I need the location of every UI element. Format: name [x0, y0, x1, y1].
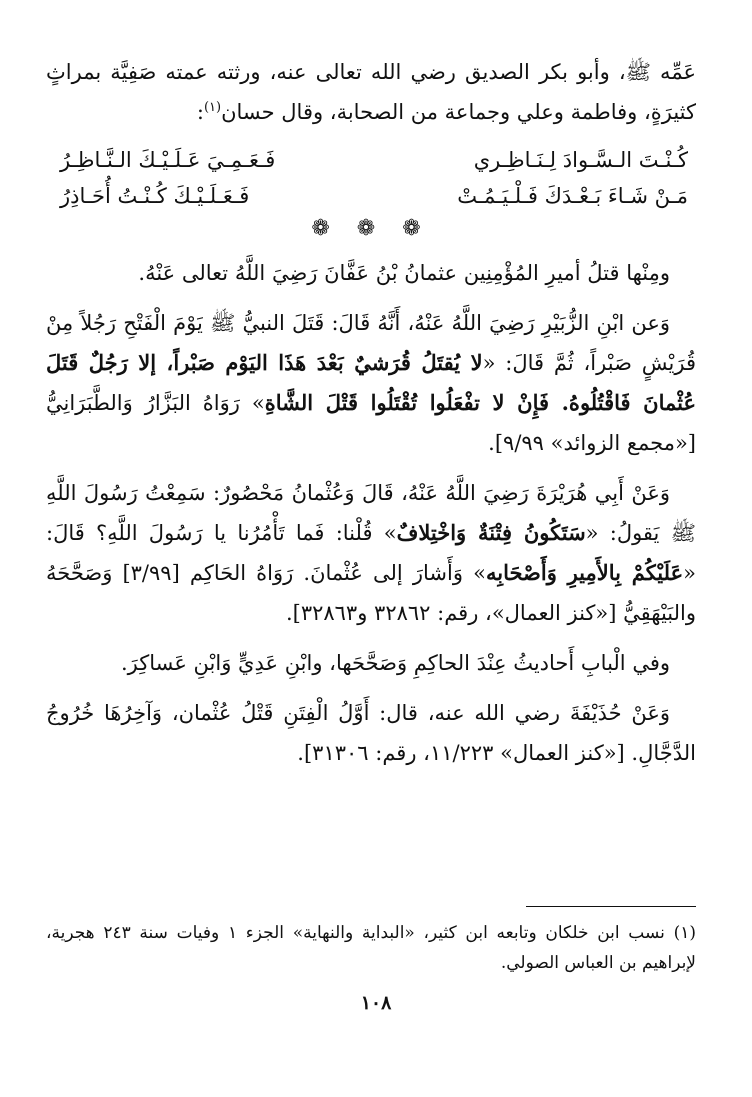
narration-intro: وَعن ابْنِ الزُّبَيْرِ رَضِيَ اللَّهُ عَنْهُ، أَنَّهُ قَالَ: قَتَلَ النبيُّ ﷺ يَوْمَ الْفَتْحِ رَجُلاً مِنْ قُرَيْشٍ صَبْراً، ثُمَّ قَالَ: « [46, 311, 696, 375]
intro-tail: : [196, 100, 204, 124]
hadith-paragraph-hudhayfa: وَعَنْ حُذَيْفَةَ رضي الله عنه، قال: أَوَّلُ الْفِتَنِ قَتْلُ عُثْمان، وَآخِرُهَا خُرُوجُ الدَّجَّالِ. [«كنز العمال» ١١/٢٢٣، رقم: ٣١٣٠٦]. [46, 701, 696, 765]
hadith-paragraph-zubayr [46, 303, 696, 463]
narration-source: » رَوَاهُ البَزَّارُ وَالطَّبَرَانِيُّ [«مجمع الزوائد» ٩/٩٩]. [46, 391, 696, 455]
footnote-marker[interactable]: (١) [203, 100, 222, 115]
intro-paragraph [46, 52, 696, 132]
poem-line [46, 142, 696, 178]
poem-hemistich-left: فَـعَـلَـيْـكَ كُـنْـتُ أُحَـاذِرُ [60, 184, 250, 208]
hadith-text: عَلَيْكُمْ بِالأَمِيرِ وَأَصْحَابِه [485, 560, 684, 585]
footnote: (١) نسب ابن خلكان وتابعه ابن كثير، «البداية والنهاية» الجزء ١ وفيات سنة ٢٤٣ هجرية، لإبراهيم بن العباس الصولي. [46, 923, 696, 973]
hadith-paragraph-hurayra [46, 473, 696, 633]
narration-source: » وَأَشارَ إلى عُثْمانَ. رَوَاهُ الحَاكِم [٣/٩٩] وَصَحَّحَهُ والبَيْهَقِيُّ [«كنز العمال»، رقم: ٣٢٨٦٢ و٣٢٨٦٣]. [46, 561, 696, 625]
narration-middle: » قُلْنا: فَما تَأْمُرُنا يا رَسُولَ اللَّهِ؟ قَالَ: « [46, 521, 696, 585]
hadith-text: لا يُقتَلُ قُرَشيٌ بَعْدَ هَذَا اليَوْم صَبْراً، إلا رَجُلٌ قَتَلَ عُثْمانَ فَاقْتُلُوهُ. فَإِنْ لا تفْعَلُوا تُقْتَلُوا قَتْلَ الشَّاةِ [46, 350, 696, 415]
hadith-text: سَتَكُونُ فِتْنَةٌ وَاخْتِلافٌ [396, 520, 586, 545]
narration-intro: وَعَنْ أَبِي هُرَيْرَةَ رَضِيَ اللَّهُ عَنْهُ، قَالَ وَعُثْمانُ مَحْصُورٌ: سَمِعْتُ رَسُولَ اللَّهِ ﷺ يَقولُ: « [46, 481, 696, 545]
section-heading: ومِنْها قتلُ أميرِ المُؤْمِنِين عثمانُ بْنُ عَفَّانَ رَضِيَ اللَّهُ تعالى عَنْهُ. [138, 261, 670, 285]
section-ornament-icon: ❁ ❁ ❁ [311, 216, 431, 241]
intro-text: عَمِّه ﷺ، وأبو بكر الصديق رضي الله تعالى عنه، ورثته عمته صَفِيَّة بمراثٍ كثيرَةٍ، وفاطمة وعلي وجماعة من الصحابة، وقال حسان [46, 60, 696, 124]
poem-hemistich-left: فَـعَـمِـيَ عَـلَـيْـكَ الـنَّـاظِـرُ [60, 148, 276, 172]
footnote-divider [526, 906, 696, 907]
chapter-note-paragraph: وفي الْبابِ أَحاديثُ عِنْدَ الحاكِمِ وَصَحَّحَها، وابْنِ عَدِيٍّ وَابْنِ عَساكِرَ. [120, 651, 670, 675]
poem-line [46, 178, 696, 214]
page-number: ١٠٨ [360, 992, 392, 1014]
poem-hemistich-right: كُـنْـتَ الـسَّـوادَ لِـنَـاظِـري [473, 148, 688, 172]
poem [46, 142, 696, 214]
poem-hemistich-right: مَـنْ شَـاءَ بَـعْـدَكَ فَـلْـيَـمُـتْ [457, 184, 688, 208]
